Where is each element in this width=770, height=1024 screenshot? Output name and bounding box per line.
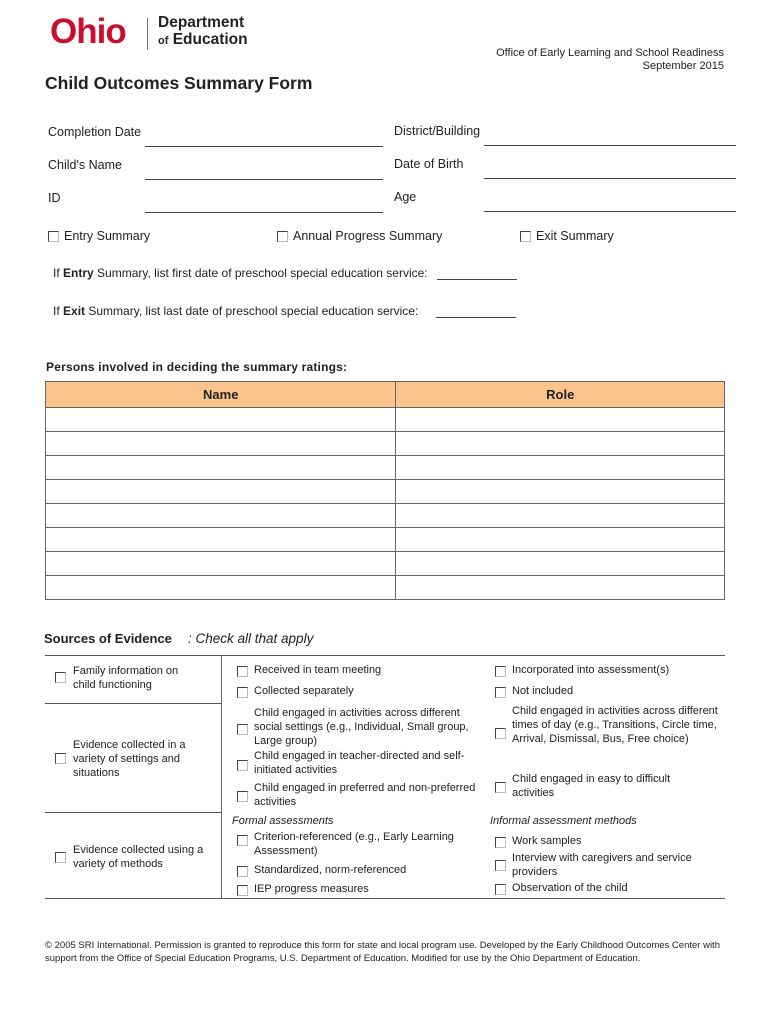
role-cell[interactable] (396, 480, 725, 504)
incorporated-label: Incorporated into assessment(s) (512, 664, 670, 676)
role-cell[interactable] (396, 408, 725, 432)
entry-date-field[interactable] (437, 266, 517, 280)
annual-summary-label: Annual Progress Summary (293, 229, 443, 243)
entry-bold: Entry (63, 266, 94, 280)
times-of-day-checkbox[interactable] (495, 728, 506, 739)
department-logo (158, 14, 248, 50)
team-meeting-checkbox[interactable] (237, 666, 248, 677)
interview-checkbox[interactable] (495, 860, 506, 871)
role-cell[interactable] (396, 504, 725, 528)
date-of-birth-field[interactable] (484, 178, 736, 179)
formal-header: Formal assessments (232, 815, 334, 827)
table-row (46, 504, 725, 528)
not-included-label: Not included (512, 685, 574, 697)
name-cell[interactable] (46, 432, 396, 456)
table-row (46, 456, 725, 480)
office-info (496, 47, 724, 73)
team-meeting-label: Received in team meeting (254, 664, 382, 676)
ohio-logo-text: Ohio (50, 12, 126, 51)
col-name-header: Name (46, 382, 396, 408)
sources-top-rule (45, 655, 725, 656)
table-row (46, 528, 725, 552)
entry-summary-label: Entry Summary (64, 229, 151, 243)
logo-dept-line1: Department (158, 14, 245, 31)
informal-header: Informal assessment methods (490, 815, 637, 827)
district-building-field[interactable] (484, 145, 736, 146)
exit-date-line (53, 304, 516, 318)
exit-date-field[interactable] (436, 304, 516, 318)
exit-summary-checkbox[interactable] (520, 231, 531, 242)
preferred-checkbox[interactable] (237, 791, 248, 802)
teacher-directed-checkbox[interactable] (237, 760, 248, 771)
form-title: Child Outcomes Summary Form (45, 73, 313, 93)
family-checkbox[interactable] (55, 672, 66, 683)
settings-checkbox[interactable] (55, 753, 66, 764)
sources-rule-1 (45, 703, 221, 704)
observation-label: Observation of the child (512, 882, 628, 894)
form-date: September 2015 (642, 60, 724, 72)
collected-separately-checkbox[interactable] (237, 687, 248, 698)
district-building-label: District/Building (394, 124, 481, 138)
sources-rule-2 (45, 812, 221, 813)
sources-divider (221, 656, 222, 898)
entry-if-text: Summary, list first date of preschool special education service: (97, 266, 428, 280)
annual-summary-option[interactable] (277, 229, 442, 243)
entry-date-line (53, 266, 517, 280)
annual-summary-checkbox[interactable] (277, 231, 288, 242)
criterion-checkbox[interactable] (237, 835, 248, 846)
exit-bold: Exit (63, 304, 86, 318)
sources-bottom-rule (45, 898, 725, 899)
childs-name-label: Child's Name (48, 158, 122, 172)
exit-summary-label: Exit Summary (536, 229, 614, 243)
name-cell[interactable] (46, 456, 396, 480)
collected-separately-label: Collected separately (254, 685, 354, 697)
completion-date-label: Completion Date (48, 125, 142, 139)
interview-label: Interview with caregivers and service providers (512, 852, 692, 878)
social-settings-label: Child engaged in activities across different social settings (e.g., Individual, Small group, Large group) (254, 707, 469, 747)
logo-dept-of: of (158, 35, 169, 47)
table-row (46, 576, 725, 600)
persons-table (45, 381, 725, 600)
iep-label: IEP progress measures (254, 883, 369, 895)
logo-dept-line2: Education (172, 31, 248, 48)
office-name: Office of Early Learning and School Readiness (496, 47, 724, 59)
standardized-checkbox[interactable] (237, 866, 248, 877)
observation-checkbox[interactable] (495, 884, 506, 895)
table-row (46, 408, 725, 432)
persons-title: Persons involved in deciding the summary ratings: (46, 360, 348, 374)
role-cell[interactable] (396, 552, 725, 576)
incorporated-checkbox[interactable] (495, 666, 506, 677)
name-cell[interactable] (46, 528, 396, 552)
date-of-birth-label: Date of Birth (394, 157, 464, 171)
table-row (46, 480, 725, 504)
copyright-footer: © 2005 SRI International. Permission is granted to reproduce this form for state and local program use. Developed by the Early Childhood Outcomes Center with support from the Office of Special Education Programs, U.S. Department of Education. Modified for use by the Ohio Department of Education. (45, 940, 720, 964)
age-label: Age (394, 190, 417, 204)
times-of-day-label: Child engaged in activities across different times of day (e.g., Transitions, Circle time, Arrival, Dismissal, Bus, Free choice) (512, 705, 718, 745)
id-field[interactable] (145, 212, 383, 213)
role-cell[interactable] (396, 432, 725, 456)
settings-label: Evidence collected in a variety of settings and situations (73, 739, 186, 779)
age-field[interactable] (484, 211, 736, 212)
col-role-header: Role (396, 382, 725, 408)
standardized-label: Standardized, norm-referenced (254, 864, 407, 876)
name-cell[interactable] (46, 408, 396, 432)
name-cell[interactable] (46, 480, 396, 504)
easy-difficult-label: Child engaged in easy to difficult activities (512, 773, 671, 799)
name-cell[interactable] (46, 504, 396, 528)
entry-summary-option[interactable] (48, 229, 150, 243)
exit-if-text: Summary, list last date of preschool special education service: (88, 304, 419, 318)
table-row (46, 552, 725, 576)
logo-divider (147, 18, 148, 50)
sources-subtitle: : Check all that apply (188, 631, 314, 646)
easy-difficult-checkbox[interactable] (495, 782, 506, 793)
methods-checkbox[interactable] (55, 852, 66, 863)
exit-summary-option[interactable] (520, 229, 614, 243)
exit-if-prefix: If (53, 304, 60, 318)
table-row (46, 432, 725, 456)
completion-date-field[interactable] (145, 146, 383, 147)
childs-name-field[interactable] (145, 179, 383, 180)
role-cell[interactable] (396, 456, 725, 480)
work-samples-checkbox[interactable] (495, 837, 506, 848)
iep-checkbox[interactable] (237, 885, 248, 896)
role-cell[interactable] (396, 576, 725, 600)
preferred-label: Child engaged in preferred and non-preferred activities (254, 782, 476, 808)
social-settings-checkbox[interactable] (237, 724, 248, 735)
work-samples-label: Work samples (512, 835, 582, 847)
sources-title: Sources of Evidence (44, 631, 172, 646)
role-cell[interactable] (396, 528, 725, 552)
name-cell[interactable] (46, 552, 396, 576)
id-label: ID (48, 191, 61, 205)
criterion-label: Criterion-referenced (e.g., Early Learning Assessment) (254, 831, 454, 857)
family-label: Family information on child functioning (73, 665, 179, 691)
entry-summary-checkbox[interactable] (48, 231, 59, 242)
teacher-directed-label: Child engaged in teacher-directed and self-initiated activities (254, 750, 465, 776)
methods-label: Evidence collected using a variety of methods (73, 844, 204, 870)
entry-if-prefix: If (53, 266, 60, 280)
not-included-checkbox[interactable] (495, 687, 506, 698)
name-cell[interactable] (46, 576, 396, 600)
